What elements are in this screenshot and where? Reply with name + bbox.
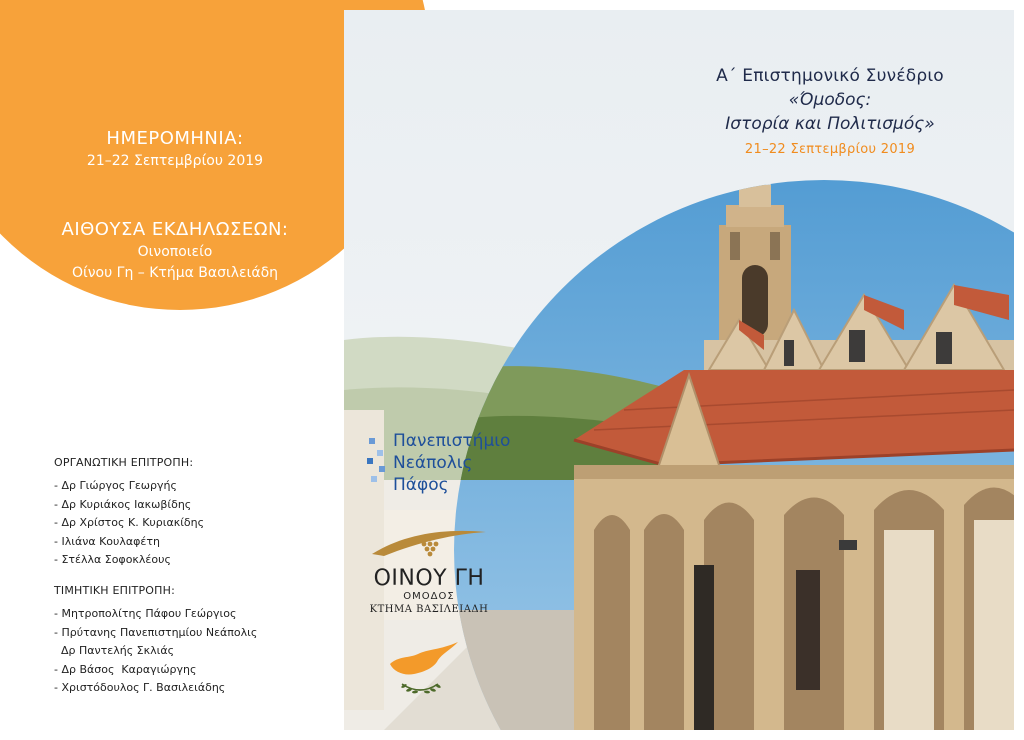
list-item: - Δρ Χρίστος Κ. Κυριακίδης [54,516,205,530]
list-item: - Χριστόδουλος Γ. Βασιλειάδης [54,681,226,695]
list-item: - Δρ Βάσος Καραγιώργης [54,662,197,676]
winery-logo [364,520,494,615]
conference-title-line-1: Α΄ Επιστημονικό Συνέδριο [716,66,944,86]
cyprus-emblem [384,640,464,708]
winery-name: ΟΙΝΟΥ ΓΗ [373,566,485,591]
organizing-committee-heading: ΟΡΓΑΝΩΤΙΚΗ ΕΠΙΤΡΟΠΗ: [54,456,194,469]
logo-square [367,458,373,464]
honorary-committee-list [54,605,354,698]
venue-block [10,218,340,284]
grape-swoosh-icon [364,520,494,560]
university-name-line-2: Νεάπολις [393,453,473,473]
logo-square [379,466,385,472]
logo-square [369,438,375,444]
venue-line-1: Οινοποιείο [137,244,213,260]
date-heading: ΗΜΕΡΟΜΗΝΙΑ: [106,128,244,149]
conference-title-line-2: «Όμοδος: [788,90,872,110]
university-name-line-1: Πανεπιστήμιο [393,431,511,451]
university-name-line-3: Πάφος [393,475,449,495]
cyprus-map-icon [384,640,464,704]
list-item: - Μητροπολίτης Πάφου Γεώργιος [54,606,237,620]
organizing-committee-list [54,477,354,570]
conference-date: 21–22 Σεπτεμβρίου 2019 [744,142,916,157]
logo-square [371,476,377,482]
list-item: - Δρ Γιώργος Γεωργής [54,479,177,492]
university-name [393,430,510,496]
honorary-committee-heading: ΤΙΜΗΤΙΚΗ ΕΠΙΤΡΟΠΗ: [54,583,175,597]
conference-title-block [660,64,1000,157]
list-item: - Ιλιάνα Κουλαφέτη [54,534,160,548]
committees-section [54,456,354,712]
list-item: - Στέλλα Σοφοκλέους [54,553,171,567]
list-item: - Πρύτανης Πανεπιστημίου Νεάπολις [54,625,258,639]
date-block [10,127,340,172]
venue-line-2: Οίνου Γη – Κτήμα Βασιλειάδη [71,265,279,281]
conference-title-line-3: Ιστορία και Πολιτισμός» [725,114,935,134]
winery-place: ΟΜΟΔΟΣ [403,591,455,602]
list-item: - Δρ Κυριάκος Ιακωβίδης [54,497,192,511]
venue-heading: ΑΙΘΟΥΣΑ ΕΚΔΗΛΩΣΕΩΝ: [61,219,289,240]
logo-square [377,450,383,456]
winery-estate: ΚΤΗΜΑ ΒΑΣΙΛΕΙΑΔΗ [369,604,489,615]
list-item: Δρ Παντελής Σκλιάς [54,644,175,658]
date-value: 21–22 Σεπτεμβρίου 2019 [86,153,264,169]
